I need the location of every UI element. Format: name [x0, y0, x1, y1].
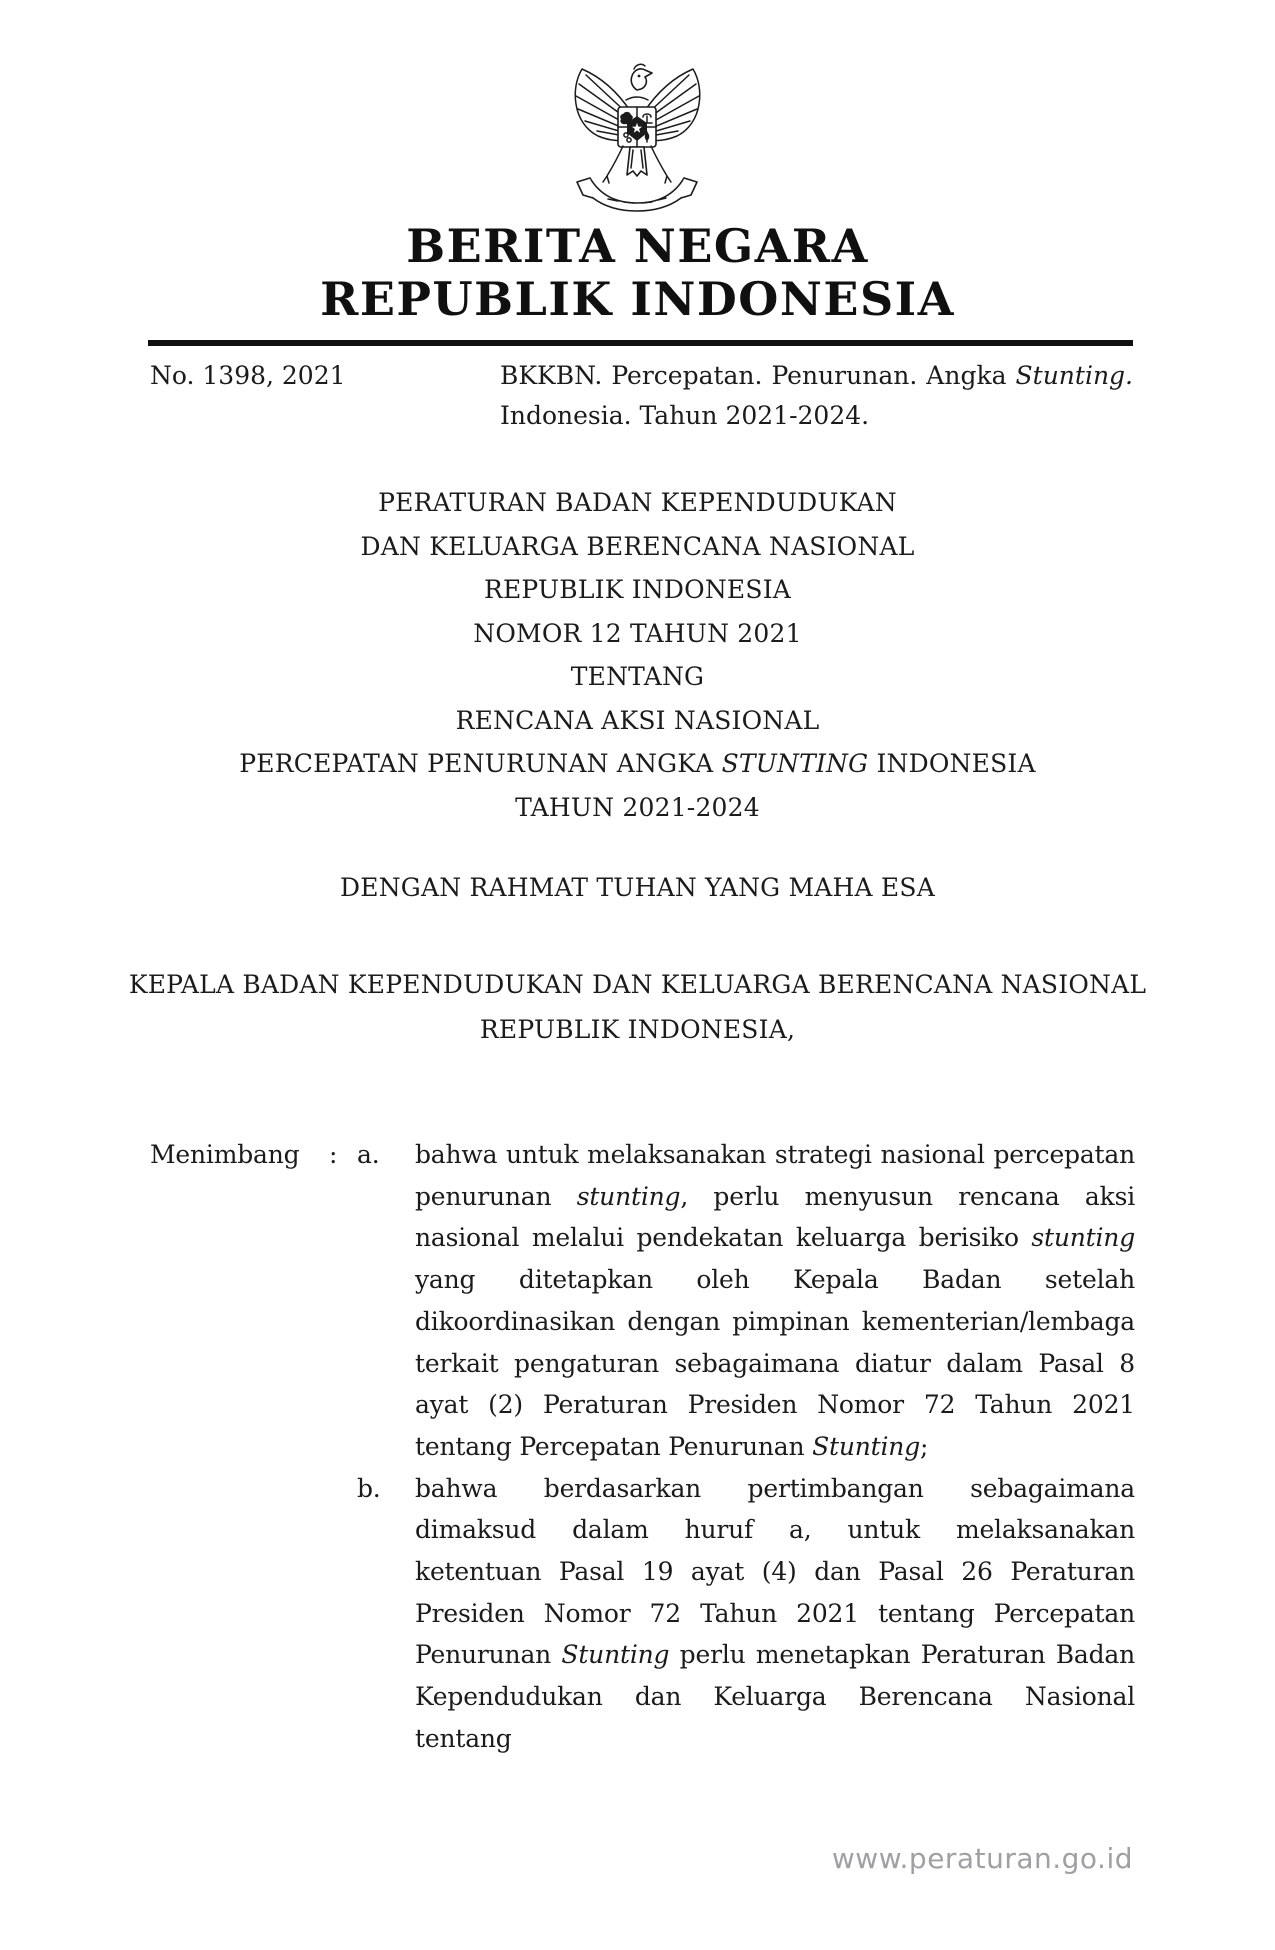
- text-segment: dikoordinasikan dengan pimpinan kementerian/lembaga: [415, 1306, 1135, 1336]
- text-segment: REPUBLIK INDONESIA: [320, 272, 955, 326]
- item-text: [415, 1468, 1135, 1760]
- text-line: [415, 1676, 1135, 1759]
- item-marker: b.: [357, 1473, 381, 1503]
- considering-items: [357, 1134, 1135, 1760]
- text-segment: perlu menetapkan Peraturan Badan: [669, 1640, 1135, 1670]
- text-segment: penurunan: [415, 1181, 577, 1211]
- text-segment: bahwa untuk melaksanakan strategi nasional percepatan: [415, 1140, 1135, 1169]
- text-line: [0, 568, 1275, 612]
- considering-label: Menimbang: [150, 1140, 300, 1169]
- gazette-number: No. 1398, 2021: [150, 361, 346, 390]
- italic-text: Stunting: [561, 1640, 670, 1670]
- text-line: [415, 1468, 1135, 1510]
- italic-text: stunting: [1031, 1223, 1135, 1253]
- text-line: [0, 655, 1275, 699]
- text-line: [0, 273, 1275, 326]
- text-segment: NOMOR 12 TAHUN 2021: [473, 618, 802, 648]
- issuing-officer: [0, 962, 1275, 1052]
- text-segment: PERATURAN BADAN KEPENDUDUKAN: [378, 488, 897, 517]
- text-segment: Kependudukan dan Keluarga Berencana Nasional tentang: [415, 1682, 1135, 1753]
- text-line: [415, 1384, 1135, 1426]
- text-segment: nasional melalui pendekatan keluarga berisiko: [415, 1223, 1032, 1253]
- text-line: [415, 1134, 1135, 1176]
- text-line: [415, 1634, 1135, 1676]
- text-line: [415, 1176, 1135, 1218]
- italic-text: stunting: [576, 1181, 681, 1211]
- text-line: [0, 786, 1275, 830]
- text-segment: REPUBLIK INDONESIA,: [479, 1015, 796, 1044]
- masthead-rule: [148, 340, 1133, 346]
- text-segment: REPUBLIK INDONESIA: [483, 575, 792, 604]
- masthead-title: [0, 220, 1275, 326]
- text-segment: , perlu menyusun rencana aksi: [680, 1181, 1135, 1211]
- considering-item-b: [357, 1468, 1135, 1760]
- text-line: [0, 742, 1275, 786]
- text-segment: PERCEPATAN PENURUNAN ANGKA: [239, 749, 722, 778]
- text-line: [415, 1259, 1135, 1301]
- italic-text: STUNTING: [721, 749, 869, 778]
- text-segment: INDONESIA: [868, 749, 1036, 778]
- italic-text: Stunting: [812, 1431, 921, 1461]
- considering-colon: :: [329, 1140, 338, 1169]
- watermark-url: www.peraturan.go.id: [831, 1842, 1133, 1875]
- text-segment: DAN KELUARGA BERENCANA NASIONAL: [360, 531, 915, 561]
- considering-item-a: [357, 1134, 1135, 1468]
- text-line: [0, 481, 1275, 525]
- text-segment: ;: [920, 1431, 929, 1461]
- invocation-line: DENGAN RAHMAT TUHAN YANG MAHA ESA: [340, 873, 935, 902]
- text-segment: bahwa berdasarkan pertimbangan sebagaimana: [415, 1473, 1135, 1503]
- text-segment: RENCANA AKSI NASIONAL: [455, 705, 820, 735]
- text-segment: KEPALA BADAN KEPENDUDUKAN DAN KELUARGA BERENCANA NASIONAL: [128, 970, 1147, 999]
- text-segment: BERITA NEGARA: [406, 219, 869, 273]
- text-line: [0, 220, 1275, 273]
- text-line: [500, 396, 1133, 436]
- text-segment: TAHUN 2021-2024: [515, 792, 760, 822]
- text-segment: dimaksud dalam huruf a, untuk melaksanakan: [415, 1515, 1135, 1545]
- text-line: [415, 1509, 1135, 1551]
- garuda-pancasila-emblem: [566, 56, 709, 214]
- text-segment: BKKBN. Percepatan. Penurunan. Angka: [500, 361, 1016, 390]
- gazette-subject: [500, 356, 1133, 436]
- text-line: [0, 699, 1275, 743]
- text-segment: Penurunan: [415, 1640, 562, 1670]
- text-line: [500, 356, 1133, 396]
- text-segment: Indonesia. Tahun 2021-2024.: [500, 401, 870, 430]
- text-line: [0, 1007, 1275, 1052]
- text-line: [0, 962, 1275, 1007]
- text-line: [0, 612, 1275, 656]
- text-segment: ayat (2) Peraturan Presiden Nomor 72 Tahun 2021: [415, 1390, 1135, 1420]
- text-line: [415, 1301, 1135, 1343]
- text-segment: Presiden Nomor 72 Tahun 2021 tentang Percepatan: [415, 1598, 1135, 1628]
- text-segment: terkait pengaturan sebagaimana diatur dalam Pasal 8: [415, 1348, 1135, 1378]
- text-segment: ketentuan Pasal 19 ayat (4) dan Pasal 26 Peraturan: [415, 1557, 1135, 1587]
- text-segment: tentang Percepatan Penurunan: [415, 1431, 813, 1461]
- text-segment: yang ditetapkan oleh Kepala Badan setelah: [415, 1265, 1135, 1295]
- text-segment: TENTANG: [570, 662, 705, 691]
- text-line: [415, 1217, 1135, 1259]
- item-marker: a.: [357, 1140, 380, 1169]
- text-line: [415, 1343, 1135, 1385]
- text-line: [0, 525, 1275, 569]
- text-line: [415, 1551, 1135, 1593]
- text-line: [415, 1593, 1135, 1635]
- italic-text: Stunting.: [1015, 361, 1133, 390]
- text-line: [415, 1426, 1135, 1468]
- regulation-title: [0, 481, 1275, 829]
- item-text: [415, 1134, 1135, 1468]
- garuda-emblem-graphic: [566, 56, 709, 214]
